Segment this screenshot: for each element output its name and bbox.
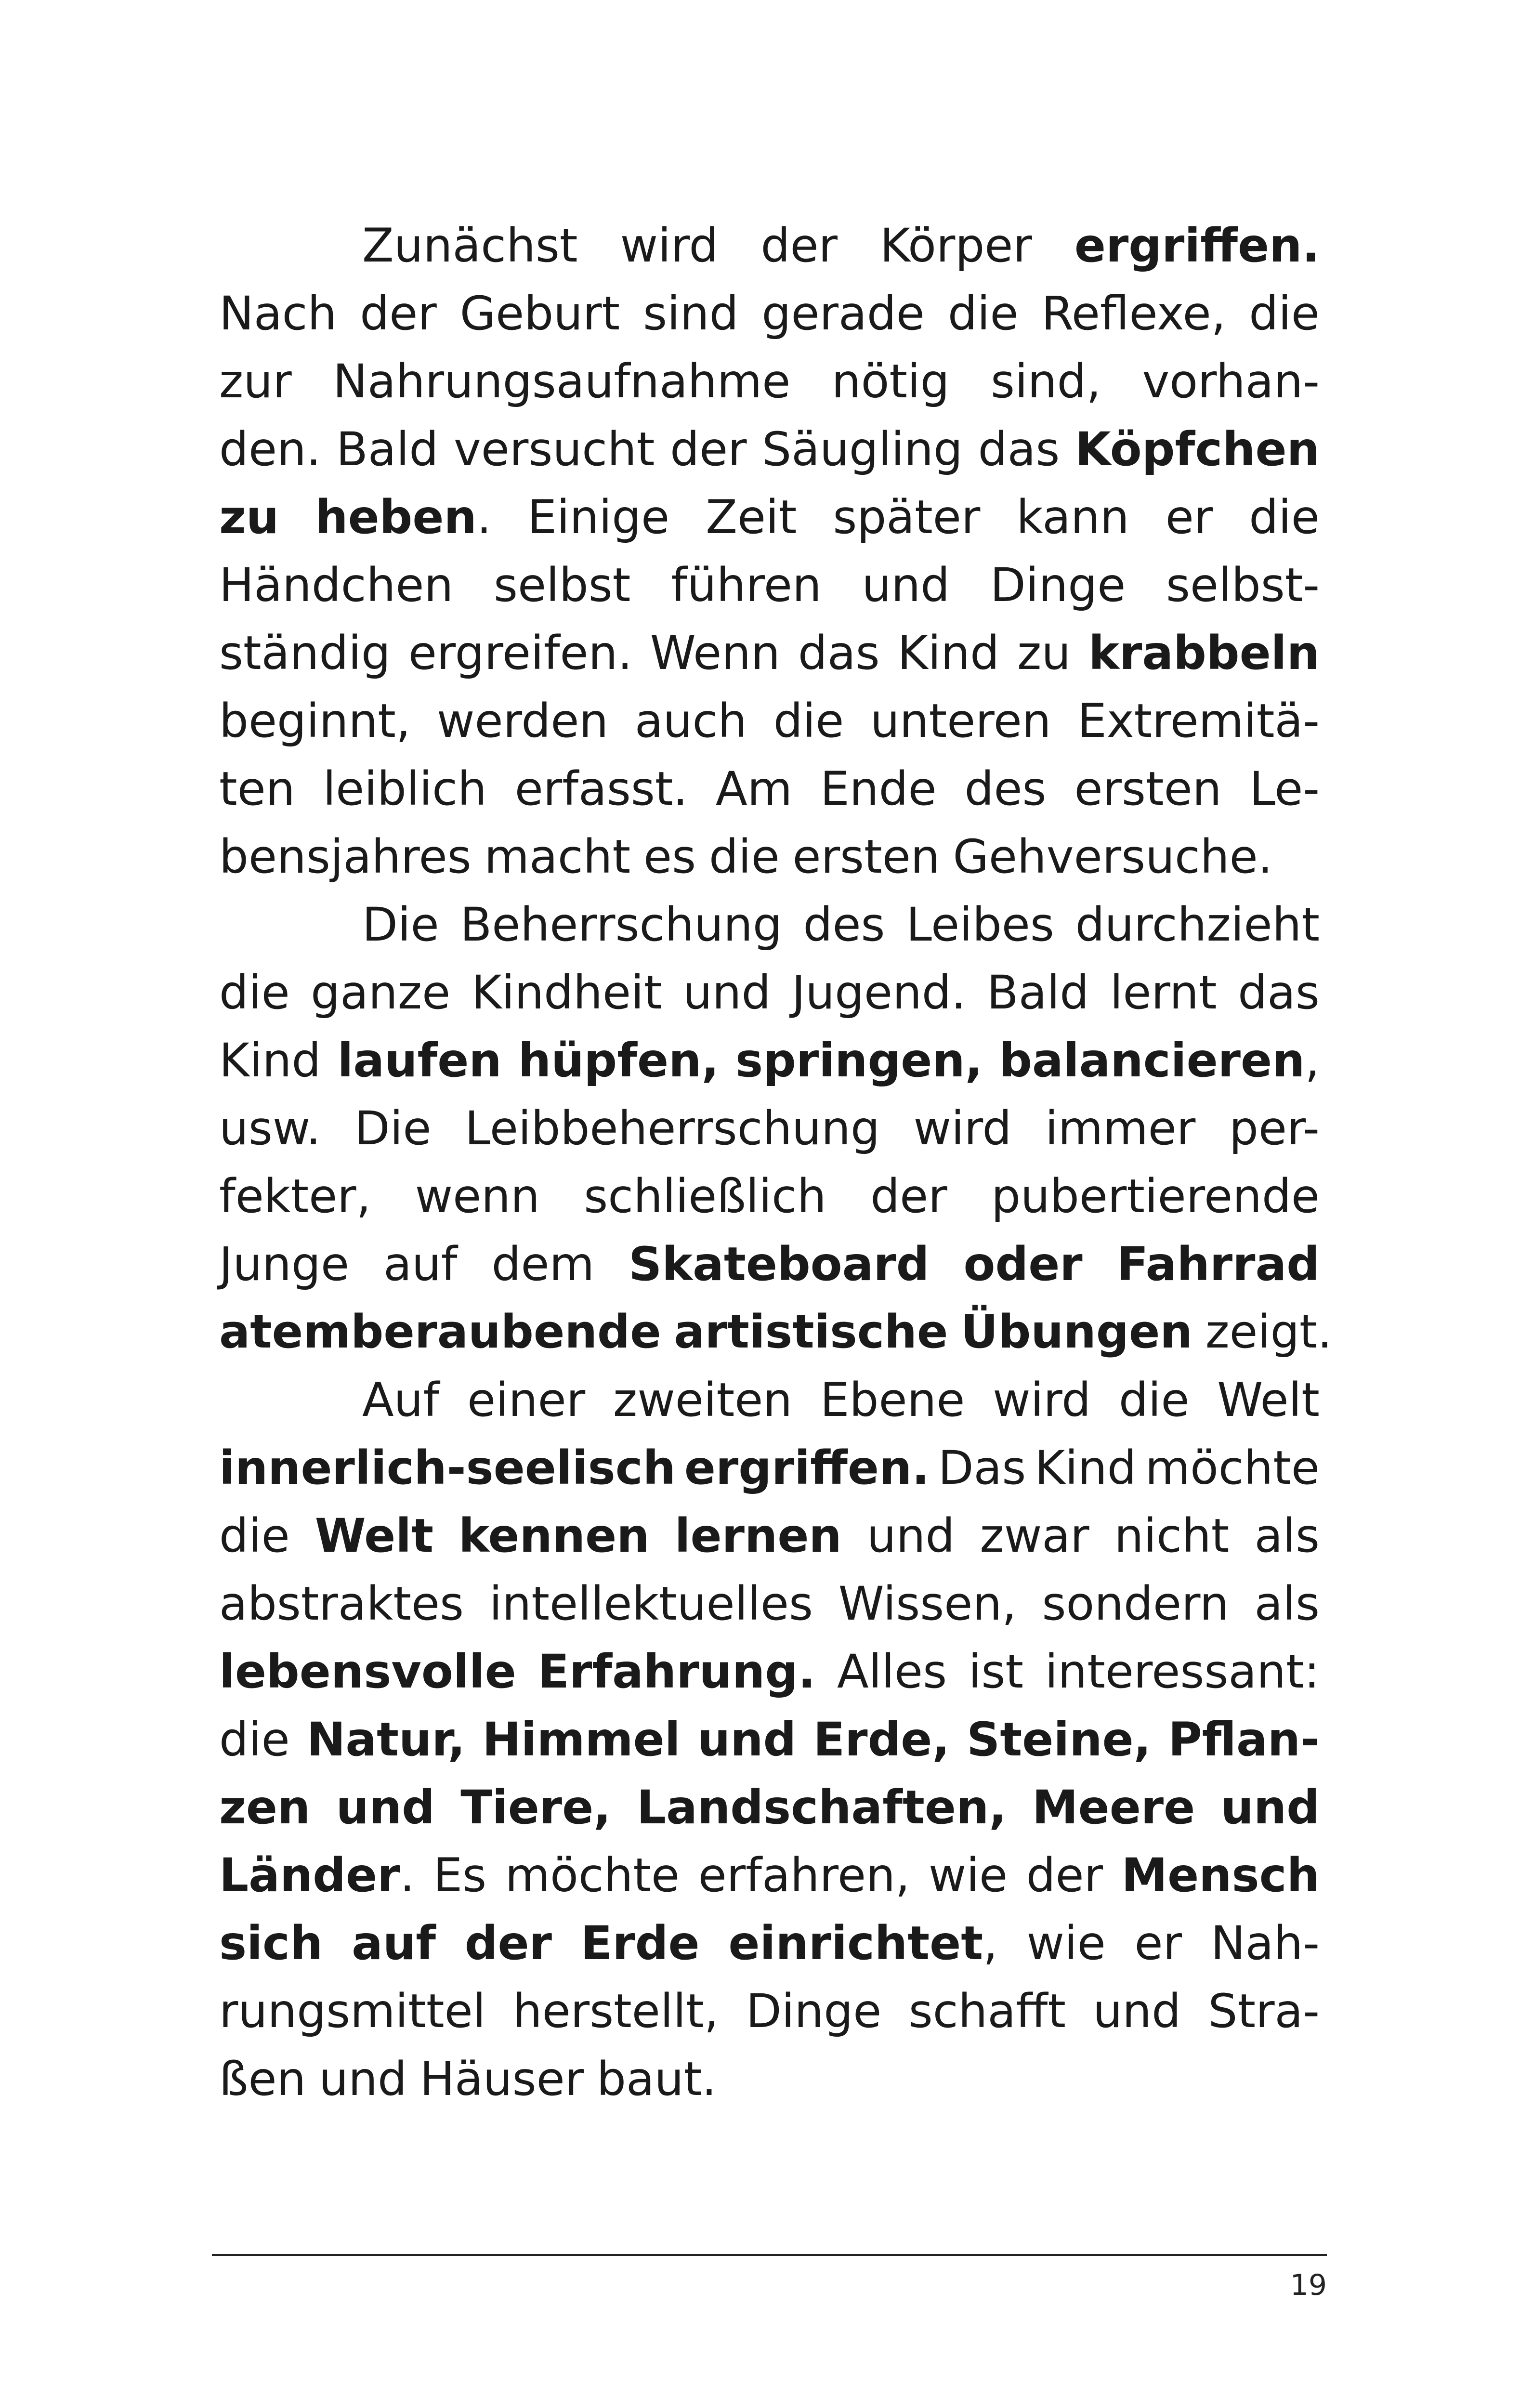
word: und [862,558,950,612]
word: wenn [415,1169,540,1223]
text-line [219,280,1320,348]
word: herstellt, [512,1984,719,2038]
text-line [219,348,1320,416]
word: nötig [831,354,950,408]
word: lernt [1110,966,1217,1020]
word: Am [715,762,793,816]
word: führen [671,558,822,612]
word: Bald [336,422,439,476]
bold-word: lebensvolle [219,1645,516,1699]
word: die [708,830,780,884]
word: Wissen, [838,1577,1017,1631]
text-line [219,484,1320,551]
bold-word: oder [963,1237,1083,1291]
word: Körper [879,219,1032,273]
word: der [360,287,437,340]
word: schafft [908,1984,1066,2038]
bold-word: Fahrrad [1116,1237,1320,1291]
text-line [219,1910,1320,1977]
word: und [1093,1984,1181,2038]
word: bensjahres [219,830,472,884]
word: die [219,966,290,1020]
word: zwar [980,1509,1089,1563]
page-number: 19 [1290,2268,1327,2302]
word: ergreifen. [408,626,632,680]
word-group [999,1027,1320,1095]
word: Le- [1249,762,1320,816]
word: ist [968,1645,1024,1699]
bold-word: Köpfchen [1075,422,1320,476]
word: Jugend. [791,966,966,1020]
word: den. [219,422,321,476]
word: Dinge [990,558,1126,612]
word: Beherrschung [460,898,782,952]
word: Kind [897,626,1000,680]
word: es [643,830,696,884]
bold-word: zu [219,490,279,544]
word: die [1118,1373,1190,1427]
word: wird [620,219,719,273]
word: Dinge [746,1984,882,2038]
word: Nach [219,287,337,340]
word: einer [467,1373,586,1427]
text-line [219,1027,1320,1095]
text-line [219,687,1320,755]
bold-word: Länder [219,1848,400,1902]
word: unteren [870,694,1051,748]
word: Das [938,1441,1026,1495]
word: der [1026,1848,1103,1902]
text-line [219,551,1320,619]
text-line [219,959,1320,1027]
bold-word: sich [219,1916,323,1970]
word: erfasst. [514,762,688,816]
bold-word: ergriffen. [1074,219,1320,273]
text-line [219,1977,1320,2045]
word: Bald [986,966,1089,1020]
word: . [476,490,492,544]
text-line [219,1570,1320,1638]
bold-word: einrichtet [728,1916,983,1970]
word: die [773,694,844,748]
word: möchte [505,1848,680,1902]
word: Zeit [706,490,797,544]
word: Ende [820,762,937,816]
word: die [1249,287,1320,340]
word: sondern [1042,1577,1229,1631]
word: . [400,1848,415,1902]
text-line [219,1366,1320,1434]
word: wie [1026,1916,1106,1970]
word: und [682,966,771,1020]
bold-word: laufen [337,1034,502,1087]
word-group [315,484,491,551]
word: Händchen [219,558,454,612]
word: zur [219,354,292,408]
text-line [219,823,1320,891]
text-line [219,755,1320,823]
word: erfahren, [698,1848,910,1902]
word: immer [1045,1101,1196,1155]
word: zweiten [613,1373,793,1427]
word: rungsmittel [219,1984,486,2038]
bold-word: artistische [674,1306,948,1359]
bold-word: Steine, [967,1713,1152,1767]
word: ganze [311,966,451,1020]
word: Einige [527,490,670,544]
word: Häuser [419,2052,584,2106]
bold-word: zen [219,1780,311,1834]
bold-word: und [336,1780,435,1834]
word: Kind [1035,1441,1137,1495]
bold-word: hüpfen, [518,1034,719,1087]
word: Welt [1217,1373,1320,1427]
text-line [219,1842,1320,1910]
word: Es [433,1848,487,1902]
word: , [983,1916,998,1970]
word: Auf [362,1373,440,1427]
word: sind [643,287,739,340]
word: auch [634,694,747,748]
word: werden [437,694,609,748]
word: die [219,1713,290,1767]
word: wird [993,1373,1091,1427]
word: die [947,287,1019,340]
word: möchte [1145,1441,1320,1495]
bold-word: Erde [580,1916,700,1970]
word: Wenn [650,626,780,680]
bold-word: Natur, [306,1713,466,1767]
bold-word: Erfahrung. [537,1645,816,1699]
word: Junge [219,1237,349,1291]
bold-word: krabbeln [1088,626,1320,680]
text-line [219,1163,1320,1230]
bold-word: Himmel [482,1713,681,1767]
word: beginnt, [219,694,411,748]
body-text [219,212,1332,2113]
word: er [1134,1916,1182,1970]
word: ten [219,762,295,816]
text-line [219,1230,1320,1298]
word: durchzieht [1075,898,1320,952]
word: des [803,898,885,952]
word: Die [354,1101,432,1155]
bold-word: lernen [674,1509,842,1563]
word: intellektuelles [489,1577,813,1631]
text-line [219,1434,1320,1502]
bold-word: atemberaubende [219,1306,661,1359]
word: und [866,1509,955,1563]
word: Alles [837,1645,947,1699]
word: Kindheit [471,966,662,1020]
word: per- [1229,1101,1320,1155]
word: Die [362,898,439,952]
word: interessant: [1045,1645,1320,1699]
text-line [219,1638,1320,1706]
word: Leibbeherrschung [465,1101,880,1155]
word: ßen [219,2052,306,2106]
word: Leibes [906,898,1054,952]
word: pubertierende [991,1169,1320,1223]
word: Nah- [1210,1916,1320,1970]
word: er [1165,490,1213,544]
word: vorhan- [1142,354,1320,408]
word: wie [928,1848,1008,1902]
word: Nahrungsaufnahme [333,354,791,408]
text-line [219,2045,1320,2113]
word: die [219,1509,290,1563]
word: schließlich [584,1169,826,1223]
bold-word: heben [315,490,477,544]
bold-word: innerlich-seelisch [219,1441,676,1495]
word: Stra- [1208,1984,1320,2038]
bold-word: Übungen [961,1306,1193,1359]
word: und [319,2052,407,2106]
word: versucht [454,422,655,476]
word: abstraktes [219,1577,464,1631]
text-line [219,416,1320,484]
text-line [219,1502,1320,1570]
word: als [1254,1509,1320,1563]
text-line [219,1706,1320,1774]
word: Gehversuche. [953,830,1273,884]
text-line [219,1095,1320,1163]
bold-word: Meere [1032,1780,1195,1834]
word-group [728,1910,997,1977]
bold-word: Skateboard [629,1237,930,1291]
word: selbst- [1166,558,1320,612]
text-line [219,891,1320,959]
bold-word: ergriffen. [684,1441,930,1495]
bold-word: und [697,1713,797,1767]
word: , [1305,1034,1320,1087]
bold-word: Pflan- [1168,1713,1320,1767]
word: das [798,626,880,680]
word: der [870,1169,947,1223]
word: als [1254,1577,1320,1631]
word: wird [913,1101,1012,1155]
word: usw. [219,1101,321,1155]
bold-word: balancieren [999,1034,1305,1087]
word: sind, [991,354,1101,408]
word: Extremitä- [1077,694,1320,748]
word: kann [1016,490,1129,544]
word: auf [383,1237,458,1291]
bold-word: Tiere, [460,1780,611,1834]
word: ständig [219,626,391,680]
word: das [1238,966,1320,1020]
text-line [219,1298,1332,1366]
bold-word: und [1220,1780,1320,1834]
word: macht [484,830,631,884]
word: fekter, [219,1169,371,1223]
word: Ebene [820,1373,965,1427]
word: selbst [494,558,631,612]
word: Säugling [762,422,963,476]
word: der [760,219,838,273]
word: Geburt [459,287,620,340]
word: ersten [792,830,940,884]
word: zu [1017,626,1071,680]
word: das [978,422,1060,476]
word: dem [491,1237,595,1291]
bold-word: springen, [735,1034,983,1087]
word-group [219,1842,415,1910]
bold-word: kennen [459,1509,650,1563]
bold-word: Landschaften, [637,1780,1007,1834]
word: nicht [1114,1509,1230,1563]
word: Reflexe, [1041,287,1226,340]
bold-word: auf [352,1916,436,1970]
word: baut. [597,2052,717,2106]
text-line [219,619,1320,687]
bold-word: Welt [314,1509,434,1563]
word: ersten [1074,762,1222,816]
word: zeigt. [1205,1306,1332,1359]
bold-word: Erde, [813,1713,950,1767]
word: später [833,490,981,544]
word: gerade [761,287,925,340]
word: Zunächst [362,219,578,273]
text-line [219,212,1320,280]
word: leiblich [323,762,487,816]
bold-word: Mensch [1121,1848,1320,1902]
word: der [670,422,747,476]
text-line [219,1774,1320,1842]
word: die [1249,490,1320,544]
word: des [964,762,1047,816]
word: Kind [219,1034,321,1087]
footer-rule [212,2254,1327,2256]
bold-word: der [464,1916,552,1970]
